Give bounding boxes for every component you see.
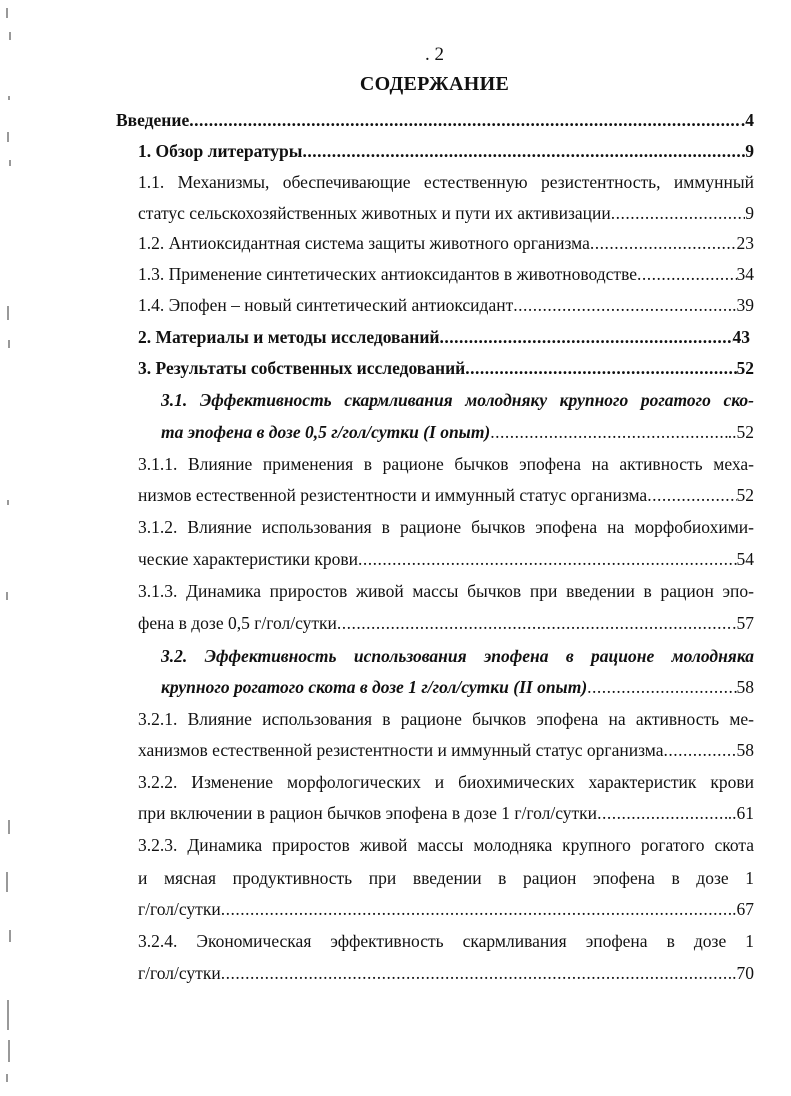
toc-entry-section-3-2-4: [138, 961, 754, 985]
toc-entry-section-1-1-line1: 1.1. Механизмы, обеспечивающие естественную резистентность, иммунный: [138, 172, 754, 192]
toc-page-number: ..61: [727, 803, 754, 823]
toc-entry-section-3-2-2: [138, 801, 754, 825]
page-number: . 2: [425, 44, 444, 65]
toc-entry-section-3-1-2: [138, 547, 754, 571]
toc-dot-leader: [465, 356, 736, 380]
toc-entry-section-3: [138, 356, 754, 380]
toc-entry-section-3-1-line1: 3.1. Эффективность скармливания молодняку крупного рогатого ско-: [161, 390, 754, 410]
scan-margin-specks: [0, 0, 30, 1096]
scan-speck: [8, 1040, 10, 1062]
scan-speck: [6, 872, 8, 892]
toc-entry-text: 1.2. Антиоксидантная система защиты животного организма: [138, 233, 590, 253]
toc-entry-text: при включении в рацион бычков эпофена в дозе 1 г/гол/сутки: [138, 803, 598, 823]
toc-entry-text: низмов естественной резистентности и иммунный статус организма: [138, 485, 648, 505]
toc-page-number: 52: [736, 485, 754, 505]
toc-entry-text: крупного рогатого скота в дозе 1 г/гол/сутки (II опыт): [161, 677, 588, 697]
scan-speck: [7, 132, 9, 142]
toc-entry-section-3-1-1-line1: 3.1.1. Влияние применения в рационе бычков эпофена на активность меха-: [138, 454, 754, 474]
toc-entry-text: 1.4. Эпофен – новый синтетический антиоксидант: [138, 295, 514, 315]
toc-entry-intro: [116, 108, 754, 132]
toc-page-number: 58: [736, 677, 754, 697]
toc-page-number: 58: [736, 740, 754, 760]
toc-entry-section-2: [138, 325, 750, 349]
toc-entry-text: Введение: [116, 110, 190, 130]
toc-entry-section-1-2: [138, 231, 754, 255]
toc-page-number: 52: [736, 358, 754, 378]
scan-speck: [6, 1074, 8, 1082]
toc-entry-section-3-1-1: [138, 483, 754, 507]
toc-dot-leader: [587, 675, 736, 699]
scan-speck: [8, 340, 10, 348]
toc-dot-leader: [337, 611, 732, 635]
toc-entry-section-3-1: [161, 420, 754, 444]
toc-entry-section-3-1-3-line1: 3.1.3. Динамика приростов живой массы бычков при введении в рацион эпо-: [138, 581, 754, 601]
toc-entry-section-3-2-2-line1: 3.2.2. Изменение морфологических и биохимических характеристик крови: [138, 772, 754, 792]
toc-dot-leader: [221, 897, 732, 921]
toc-entry-text: г/гол/сутки: [138, 963, 221, 983]
scan-speck: [9, 160, 11, 166]
toc-page-number: .57: [732, 613, 754, 633]
toc-dot-leader: [440, 325, 733, 349]
toc-page-number: ..52: [727, 422, 754, 442]
toc-entry-text: 1.3. Применение синтетических антиоксидантов в животноводстве: [138, 264, 638, 284]
toc-dot-leader: [513, 293, 732, 317]
scan-speck: [9, 32, 11, 40]
scan-speck: [6, 8, 8, 18]
toc-dot-leader: [189, 108, 741, 132]
toc-page-number: 9: [745, 141, 754, 161]
scan-speck: [9, 930, 11, 942]
toc-page-number: 23: [736, 233, 754, 253]
toc-entry-section-3-1-3: [138, 611, 754, 635]
toc-entry-text: 2. Материалы и методы исследований: [138, 327, 440, 347]
toc-entry-section-3-1-2-line1: 3.1.2. Влияние использования в рационе бычков эпофена на морфобиохими-: [138, 517, 754, 537]
toc-entry-text: та эпофена в дозе 0,5 г/гол/сутки (I опыт): [161, 422, 491, 442]
toc-entry-section-3-2-3-line1: 3.2.3. Динамика приростов живой массы молодняка крупного рогатого скота: [138, 835, 754, 855]
toc-entry-text: статус сельскохозяйственных животных и пути их активизации: [138, 203, 611, 223]
toc-entry-section-3-2-line1: 3.2. Эффективность использования эпофена в рационе молодняка: [161, 646, 754, 666]
toc-dot-leader: [611, 201, 746, 225]
toc-dot-leader: [637, 262, 736, 286]
toc-entry-section-3-2-4-line1: 3.2.4. Экономическая эффективность скармливания эпофена в дозе 1: [138, 931, 754, 951]
toc-entry-text: 3. Результаты собственных исследований: [138, 358, 466, 378]
toc-dot-leader: [664, 738, 737, 762]
toc-entry-section-1-1: [138, 201, 754, 225]
scan-speck: [7, 1000, 9, 1030]
toc-dot-leader: [597, 801, 728, 825]
toc-entry-section-1-3: [138, 262, 754, 286]
toc-dot-leader: [647, 483, 736, 507]
toc-entry-section-3-2-3-line2: и мясная продуктивность при введении в рацион эпофена в дозе 1: [138, 868, 754, 888]
toc-entry-text: ханизмов естественной резистентности и иммунный статус организма: [138, 740, 664, 760]
toc-page-number: 34: [736, 264, 754, 284]
toc-page-number: .67: [732, 899, 754, 919]
toc-page-number: 43: [732, 327, 750, 347]
toc-page-number: .70: [732, 963, 754, 983]
toc-entry-text: ческие характеристики крови: [138, 549, 359, 569]
scan-speck: [7, 306, 9, 320]
toc-entry-section-1: [138, 139, 754, 163]
toc-dot-leader: [490, 420, 727, 444]
toc-entry-text: г/гол/сутки: [138, 899, 221, 919]
toc-entry-section-3-2: [161, 675, 754, 699]
toc-entry-section-3-2-1-line1: 3.2.1. Влияние использования в рационе бычков эпофена на активность ме-: [138, 709, 754, 729]
toc-dot-leader: [590, 231, 737, 255]
scan-speck: [7, 500, 9, 505]
toc-entry-text: 1. Обзор литературы: [138, 141, 303, 161]
toc-entry-text: фена в дозе 0,5 г/гол/сутки: [138, 613, 337, 633]
toc-page-number: 54: [736, 549, 754, 569]
scan-speck: [8, 96, 10, 100]
toc-page-number: .4: [740, 110, 754, 130]
toc-dot-leader: [221, 961, 732, 985]
toc-entry-section-3-2-1: [138, 738, 754, 762]
toc-page-number: 9: [745, 203, 754, 223]
toc-dot-leader: [302, 139, 745, 163]
scan-speck: [8, 820, 10, 834]
scan-speck: [6, 592, 8, 600]
toc-entry-section-1-4: [138, 293, 754, 317]
toc-page-number: .39: [732, 295, 754, 315]
toc-dot-leader: [358, 547, 736, 571]
page-title: СОДЕРЖАНИЕ: [359, 73, 510, 95]
toc-entry-section-3-2-3: [138, 897, 754, 921]
